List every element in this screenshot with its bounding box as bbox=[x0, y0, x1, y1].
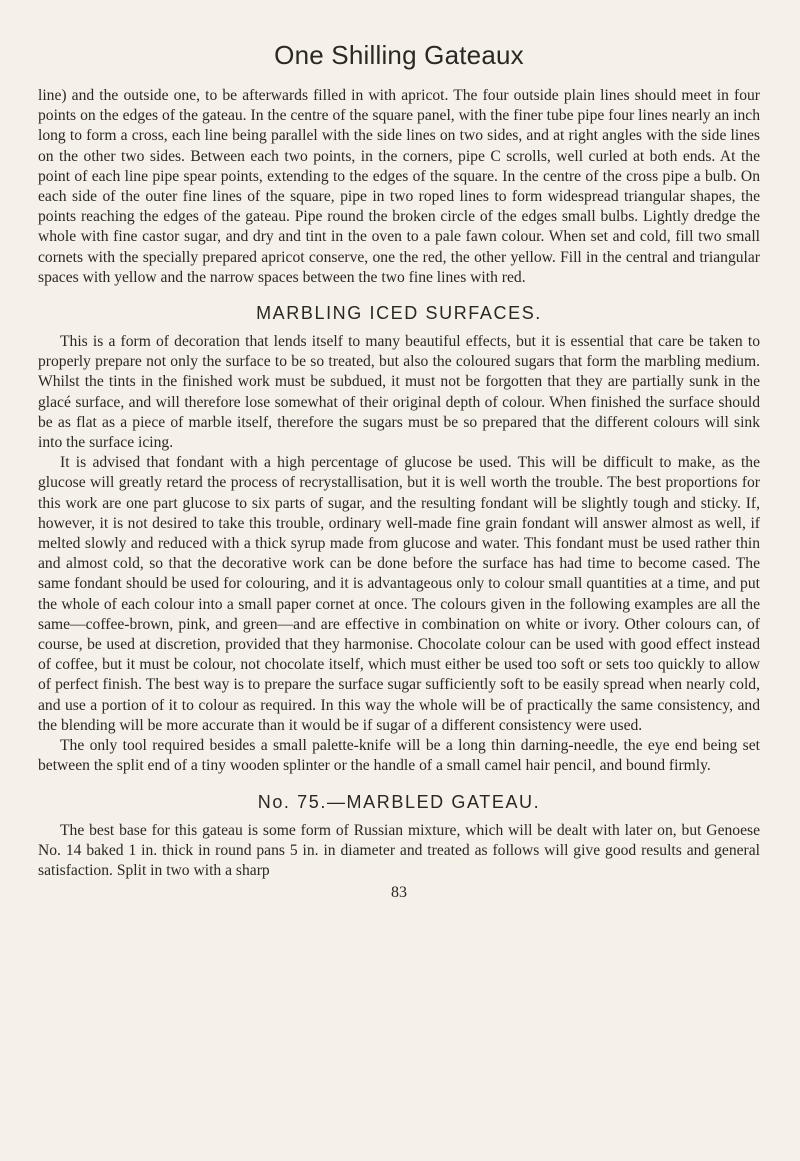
paragraph-marbling-tool: The only tool required besides a small palette-knife will be a long thin darning-needle, the eye end being set between the split end of a tiny wooden splinter or the handle of a small camel hair pencil, and bound firmly. bbox=[38, 737, 760, 775]
paragraph-continued: line) and the outside one, to be afterwards filled in with apricot. The four outside plain lines should meet in four points on the edges of the gateau. In the centre of the square panel, with the finer tube pipe four lines nearly an inch long to form a cross, each line being parallel with the side lines on two sides, and at right angles with the side lines on the other two sides. Between each two points, in the corners, pipe C scrolls, well curled at both ends. At the point of each line pipe spear points, extending to the edges of the square. In the centre of the cross pipe a bulb. On each side of the outer fine lines of the square, pipe in two roped lines to form widespread triangular shapes, the points reaching the edges of the gateau. Pipe round the broken circle of the edges small bulbs. Lightly dredge the whole with fine castor sugar, and dry and tint in the oven to a pale fawn colour. When set and cold, fill two small cornets with the specially prepared apricot conserve, one the red, the other yellow. Fill in the central and triangular spaces with yellow and the narrow spaces between the two fine lines with red. bbox=[38, 87, 760, 286]
section-heading-marbling: MARBLING ICED SURFACES. bbox=[256, 303, 542, 324]
running-head: One Shilling Gateaux bbox=[274, 40, 524, 70]
book-page bbox=[38, 38, 760, 903]
paragraph-marbling-fondant: It is advised that fondant with a high percentage of glucose be used. This will be difficult to make, as the glucose will greatly retard the process of recrystallisation, but it is well worth the trouble. The best proportions for this work are one part glucose to six parts of sugar, and the resulting fondant will be slightly tough and sticky. If, however, it is not desired to take this trouble, ordinary well-made fine grain fondant will answer almost as well, if melted slowly and reduced with a thick syrup made from glucose and water. This fondant must be used rather thin and almost cold, so that the decorative work can be done before the surface has had time to become cased. The same fondant should be used for colouring, and it is advantageous only to colour small quantities at a time, and put the whole of each colour into a small paper cornet at once. The colours given in the following examples are all the same—coffee-brown, pink, and green—and are effective in combination on white or ivory. Other colours can, of course, be used at discretion, provided that they harmonise. Chocolate colour can be used with good effect instead of coffee, but it must be colour, not chocolate itself, which must either be used too soft or sets too quickly to allow of perfect finish. The best way is to prepare the surface sugar sufficiently soft to be easily spread when nearly cold, and use a portion of it to colour as required. In this way the whole will be of practically the same consistency, and the blending will be more accurate than it would be if sugar of a different consistency were used. bbox=[38, 454, 760, 734]
paragraph-recipe: The best base for this gateau is some form of Russian mixture, which will be dealt with later on, but Genoese No. 14 baked 1 in. thick in round pans 5 in. in diameter and treated as follows will give good results and general satisfaction. Split in two with a sharp bbox=[38, 821, 760, 879]
page-number: 83 bbox=[391, 884, 407, 902]
section-heading-recipe: No. 75.—MARBLED GATEAU. bbox=[257, 791, 541, 812]
paragraph-marbling-intro: This is a form of decoration that lends itself to many beautiful effects, but it is essential that care be taken to properly prepare not only the surface to be so treated, but also the coloured sugars that form the marbling medium. Whilst the tints in the finished work must be subdued, it must not be forgotten that they are partially sunk in the glacé surface, and will therefore lose somewhat of their original depth of colour. When finished the surface should be as flat as a piece of marble itself, therefore the sugars must be so prepared that the different colours will sink into the surface icing. bbox=[38, 333, 760, 452]
